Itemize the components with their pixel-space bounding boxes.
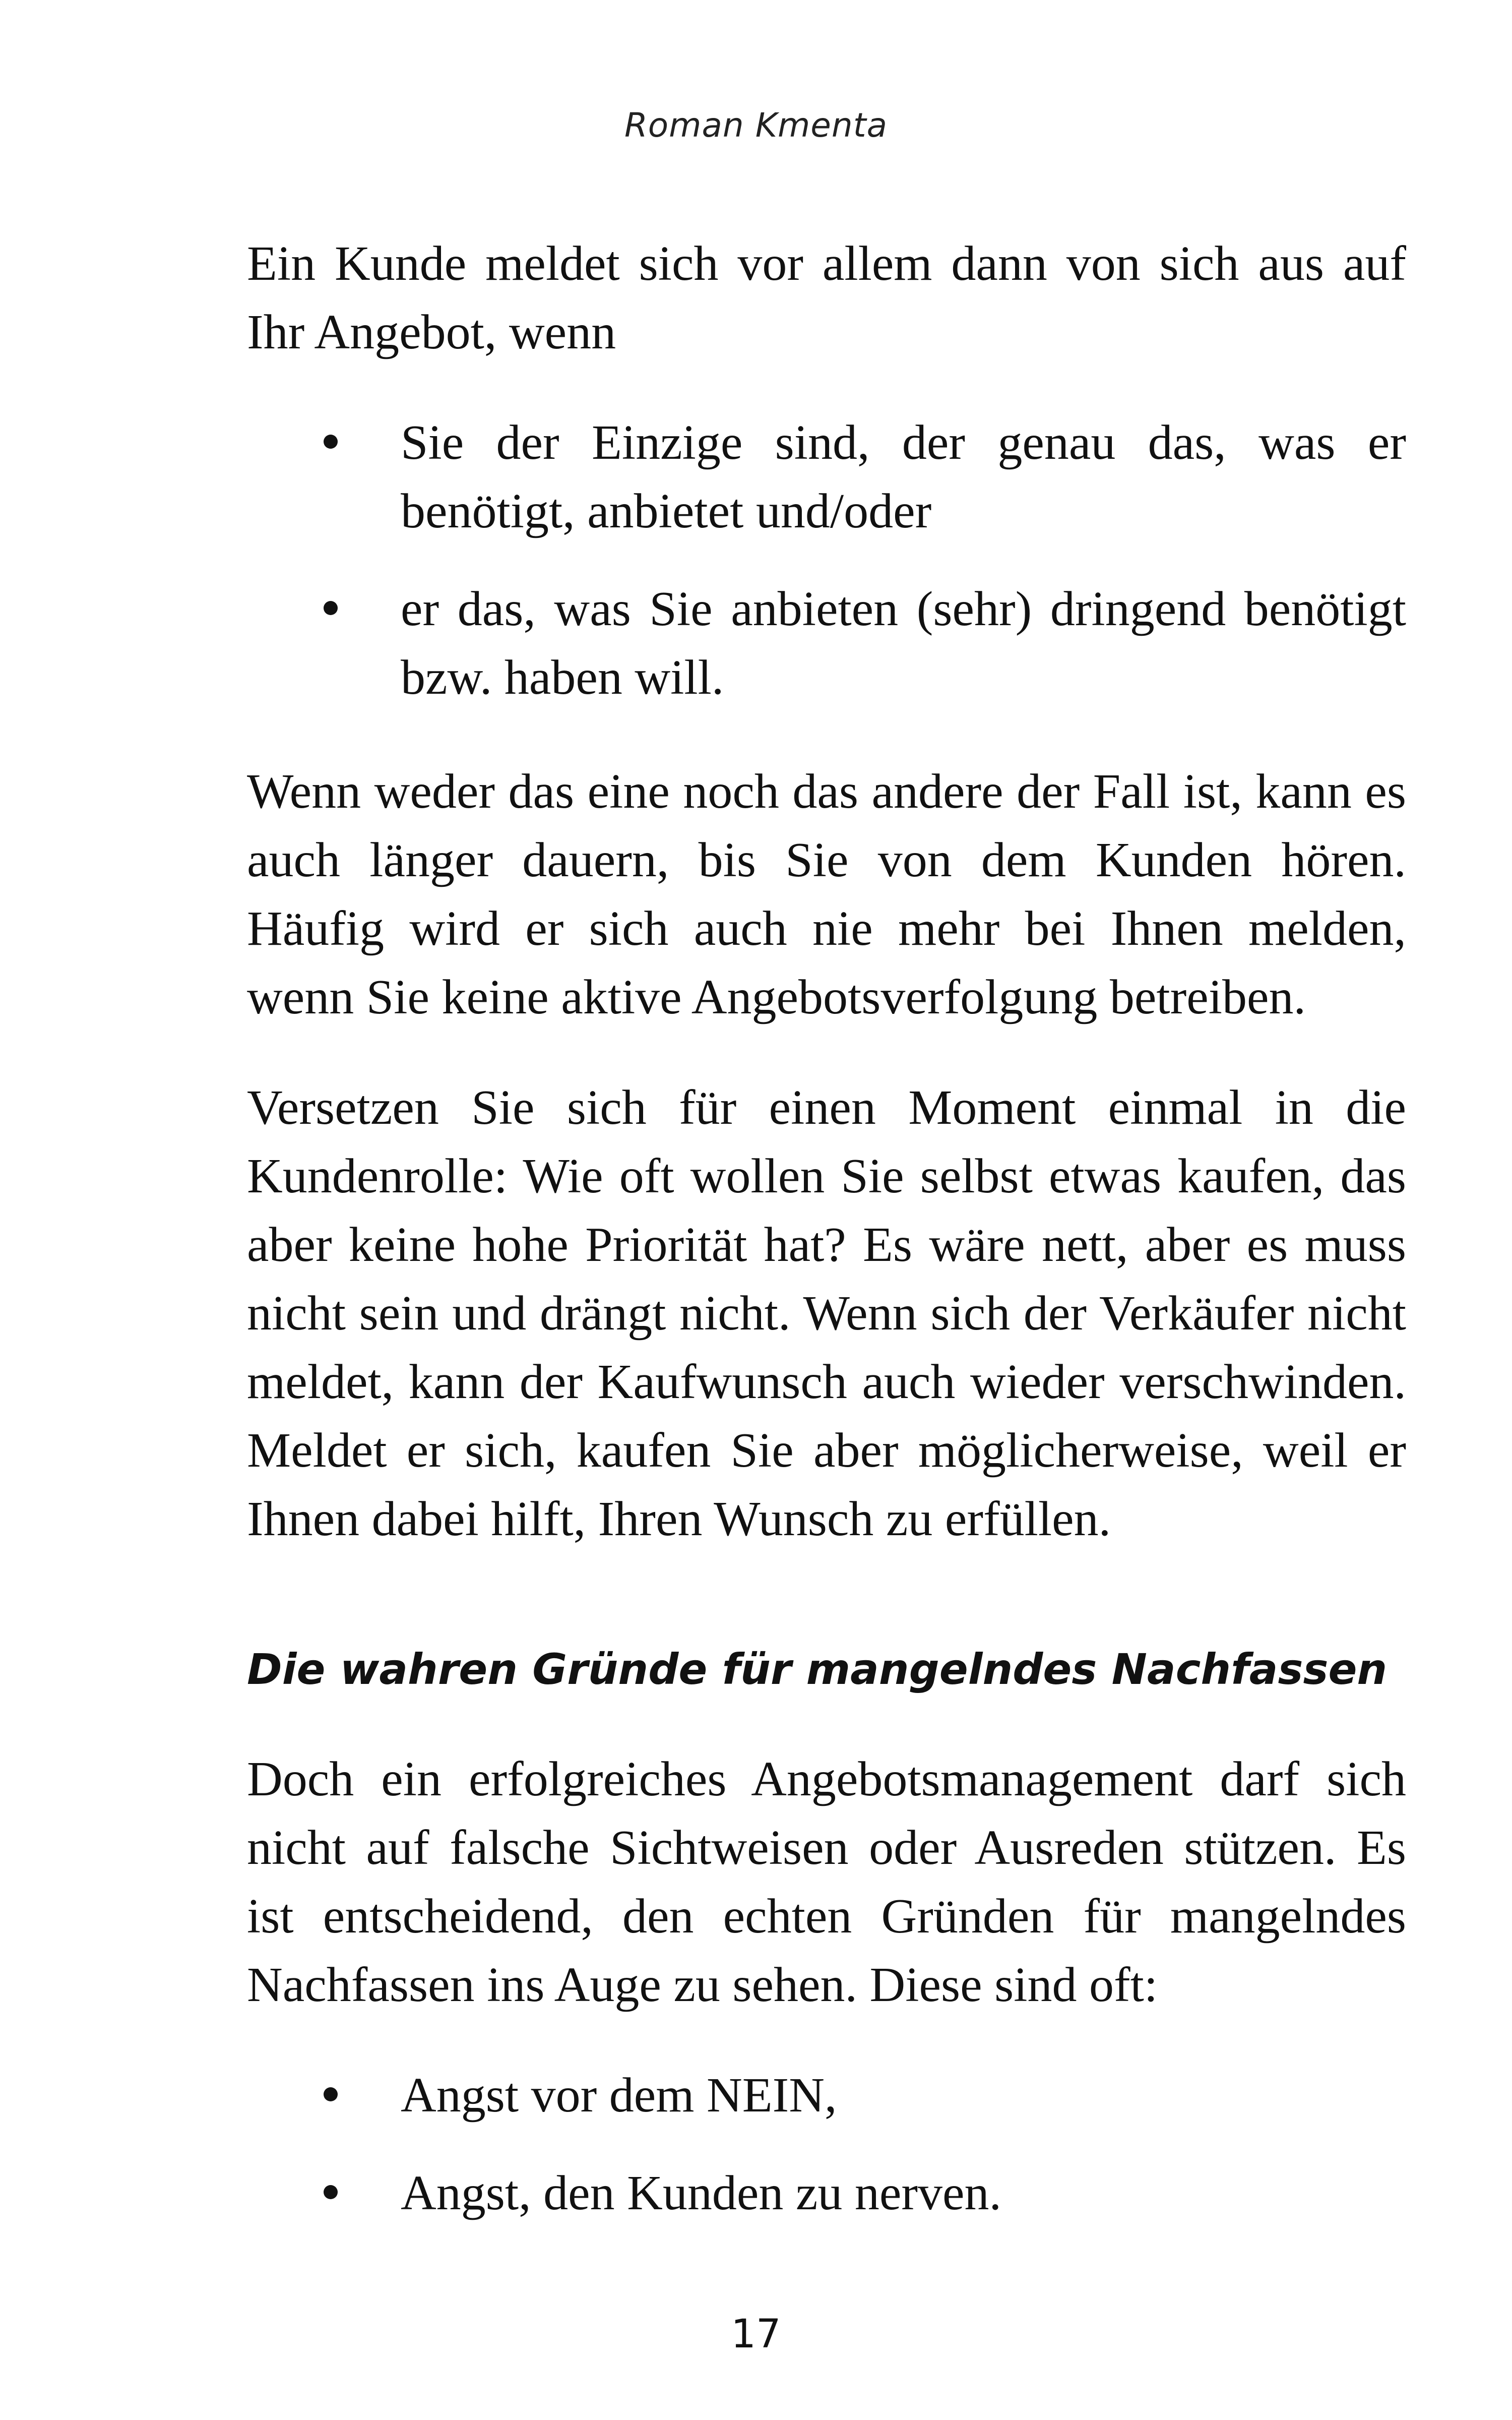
bullet-icon [324,2087,338,2101]
bullet-list-conditions [247,408,1406,712]
list-item-text: er das, was Sie anbieten (sehr) dringend benötigt bzw. haben will. [401,582,1406,705]
list-item-text: Angst vor dem NEIN, [401,2068,837,2123]
paragraph-follow-up: Wenn weder das eine noch das andere der Fall ist, kann es auch länger dauern, bis Sie von dem Kunden hören. Häufig wird er sich auch nie mehr bei Ihnen melden, wenn Sie keine aktive Angebotsverfolgung betreiben. [247,764,1406,1024]
list-item [247,575,1406,712]
list-item-text: Angst, den Kunden zu nerven. [401,2166,1002,2220]
intro-paragraph: Ein Kunde meldet sich vor allem dann von sich aus auf Ihr Angebot, wenn [247,236,1406,359]
bullet-icon [324,2185,338,2199]
page-number: 17 [731,2312,781,2357]
bullet-icon [324,435,338,449]
list-item-text: Sie der Einzige sind, der genau das, was er benötigt, anbietet und/oder [401,415,1406,538]
running-header-author: Roman Kmenta [624,106,888,145]
list-item [247,408,1406,546]
page-content [247,229,1406,2273]
list-item [247,2159,1406,2227]
bullet-list-reasons [247,2061,1406,2227]
section-heading: Die wahren Gründe für mangelndes Nachfassen [247,1645,1388,1694]
list-item [247,2061,1406,2130]
paragraph-customer-role: Versetzen Sie sich für einen Moment einmal in die Kundenrolle: Wie oft wollen Sie selbst etwas kaufen, das aber keine hohe Priorität hat? Es wäre nett, aber es muss nicht sein und drängt nicht. Wenn sich der Verkäufer nicht meldet, kann der Kaufwunsch auch wieder verschwinden. Meldet er sich, kaufen Sie aber möglicherweise, weil er Ihnen dabei hilft, Ihren Wunsch zu erfüllen. [247,1080,1406,1546]
paragraph-reasons: Doch ein erfolgreiches Angebotsmanagement darf sich nicht auf falsche Sichtweisen oder Ausreden stützen. Es ist entscheidend, den echten Gründen für mangelndes Nachfassen ins Auge zu sehen. Diese sind oft: [247,1752,1406,2012]
bullet-icon [324,601,338,615]
